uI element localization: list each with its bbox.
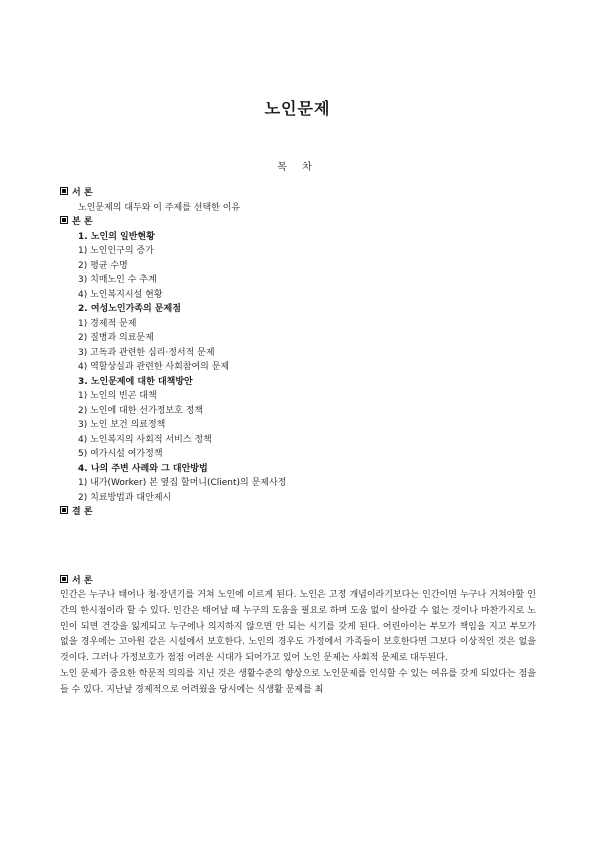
document-title: 노인문제 — [264, 99, 331, 118]
table-of-contents — [60, 186, 540, 520]
square-bullet-icon — [60, 506, 68, 514]
paragraph: 인간은 누구나 태어나 청·장년기를 거쳐 노인에 이르게 된다. 노인은 고정 개념이라기보다는 인간이면 누구나 거쳐야할 인간의 한시점이라 할 수 있다. 인간은 태어날 때 누구의 도움을 필요로 하며 도움 없이 살아갈 수 없는 것이나 마찬가지로 노인이 되면 건강을 잃게되고 누구에나 의지하지 않으면 안 되는 시기를 갖게 된다. 어린아이는 부모가 책임을 지고 부모가 없을 경우에는 고아원 같은 시설에서 보호한다. 노인의 경우도 가정에서 가족들이 보호한다면 그보다 이상적인 것은 없을 것이다. 그러나 가정보호가 점점 어려운 시대가 되어가고 있어 노인 문제는 사회적 문제로 대두된다. — [60, 590, 536, 664]
paragraph: 노인 문제가 중요한 학문적 의의를 지닌 것은 생활수준의 향상으로 노인문제를 인식할 수 있는 여유를 갖게 되었다는 점을 들 수 있다. 지난날 경제적으로 어려웠을 당시에는 식생활 문제를 최 — [60, 668, 536, 695]
toc-group-4: 4. 나의 주변 사례와 그 대안방법 — [78, 463, 208, 474]
toc-section-intro: 서 론 — [60, 186, 540, 201]
toc-group-1: 1. 노인의 일반현황 — [78, 231, 155, 242]
toc-item: 2) 평균 수명 — [78, 260, 128, 271]
toc-item: 1) 내가(Worker) 본 옆집 할머니(Client)의 문제사정 — [78, 478, 287, 488]
toc-item: 4) 노인복지시설 현황 — [78, 289, 163, 300]
toc-heading: 목 차 — [277, 162, 318, 173]
toc-intro-text: 노인문제의 대두와 이 주제를 선택한 이유 — [78, 202, 241, 213]
toc-item: 4) 노인복지의 사회적 서비스 정책 — [78, 434, 212, 445]
toc-item: 1) 경제적 문제 — [78, 318, 137, 329]
toc-item: 5) 여가시설 여가정책 — [78, 449, 163, 459]
toc-item: 2) 노인에 대한 선가정보호 정책 — [78, 405, 204, 416]
toc-section-main: 본 론 — [60, 215, 540, 230]
toc-item: 1) 노인인구의 증가 — [78, 246, 154, 256]
square-bullet-icon — [60, 575, 68, 583]
toc-item: 3) 치매노인 수 추계 — [78, 275, 157, 285]
section-heading: 서 론 — [60, 574, 536, 588]
toc-section-conclusion: 결 론 — [60, 505, 540, 520]
body-text — [60, 574, 536, 699]
toc-group-3: 3. 노인문제에 대한 대책방안 — [78, 376, 193, 387]
toc-group-2: 2. 여성노인가족의 문제점 — [78, 304, 181, 314]
toc-item: 3) 고독과 관련한 심리·정서적 문제 — [78, 347, 215, 358]
toc-item: 1) 노인의 빈곤 대책 — [78, 391, 157, 401]
toc-item: 3) 노인 보건 의료정책 — [78, 420, 166, 430]
square-bullet-icon — [60, 187, 68, 195]
toc-item: 2) 질병과 의료문제 — [78, 333, 154, 343]
toc-item: 4) 역할상실과 관련한 사회참여의 문제 — [78, 362, 230, 372]
toc-item: 2) 치료방법과 대안제시 — [78, 492, 172, 503]
square-bullet-icon — [60, 216, 68, 224]
